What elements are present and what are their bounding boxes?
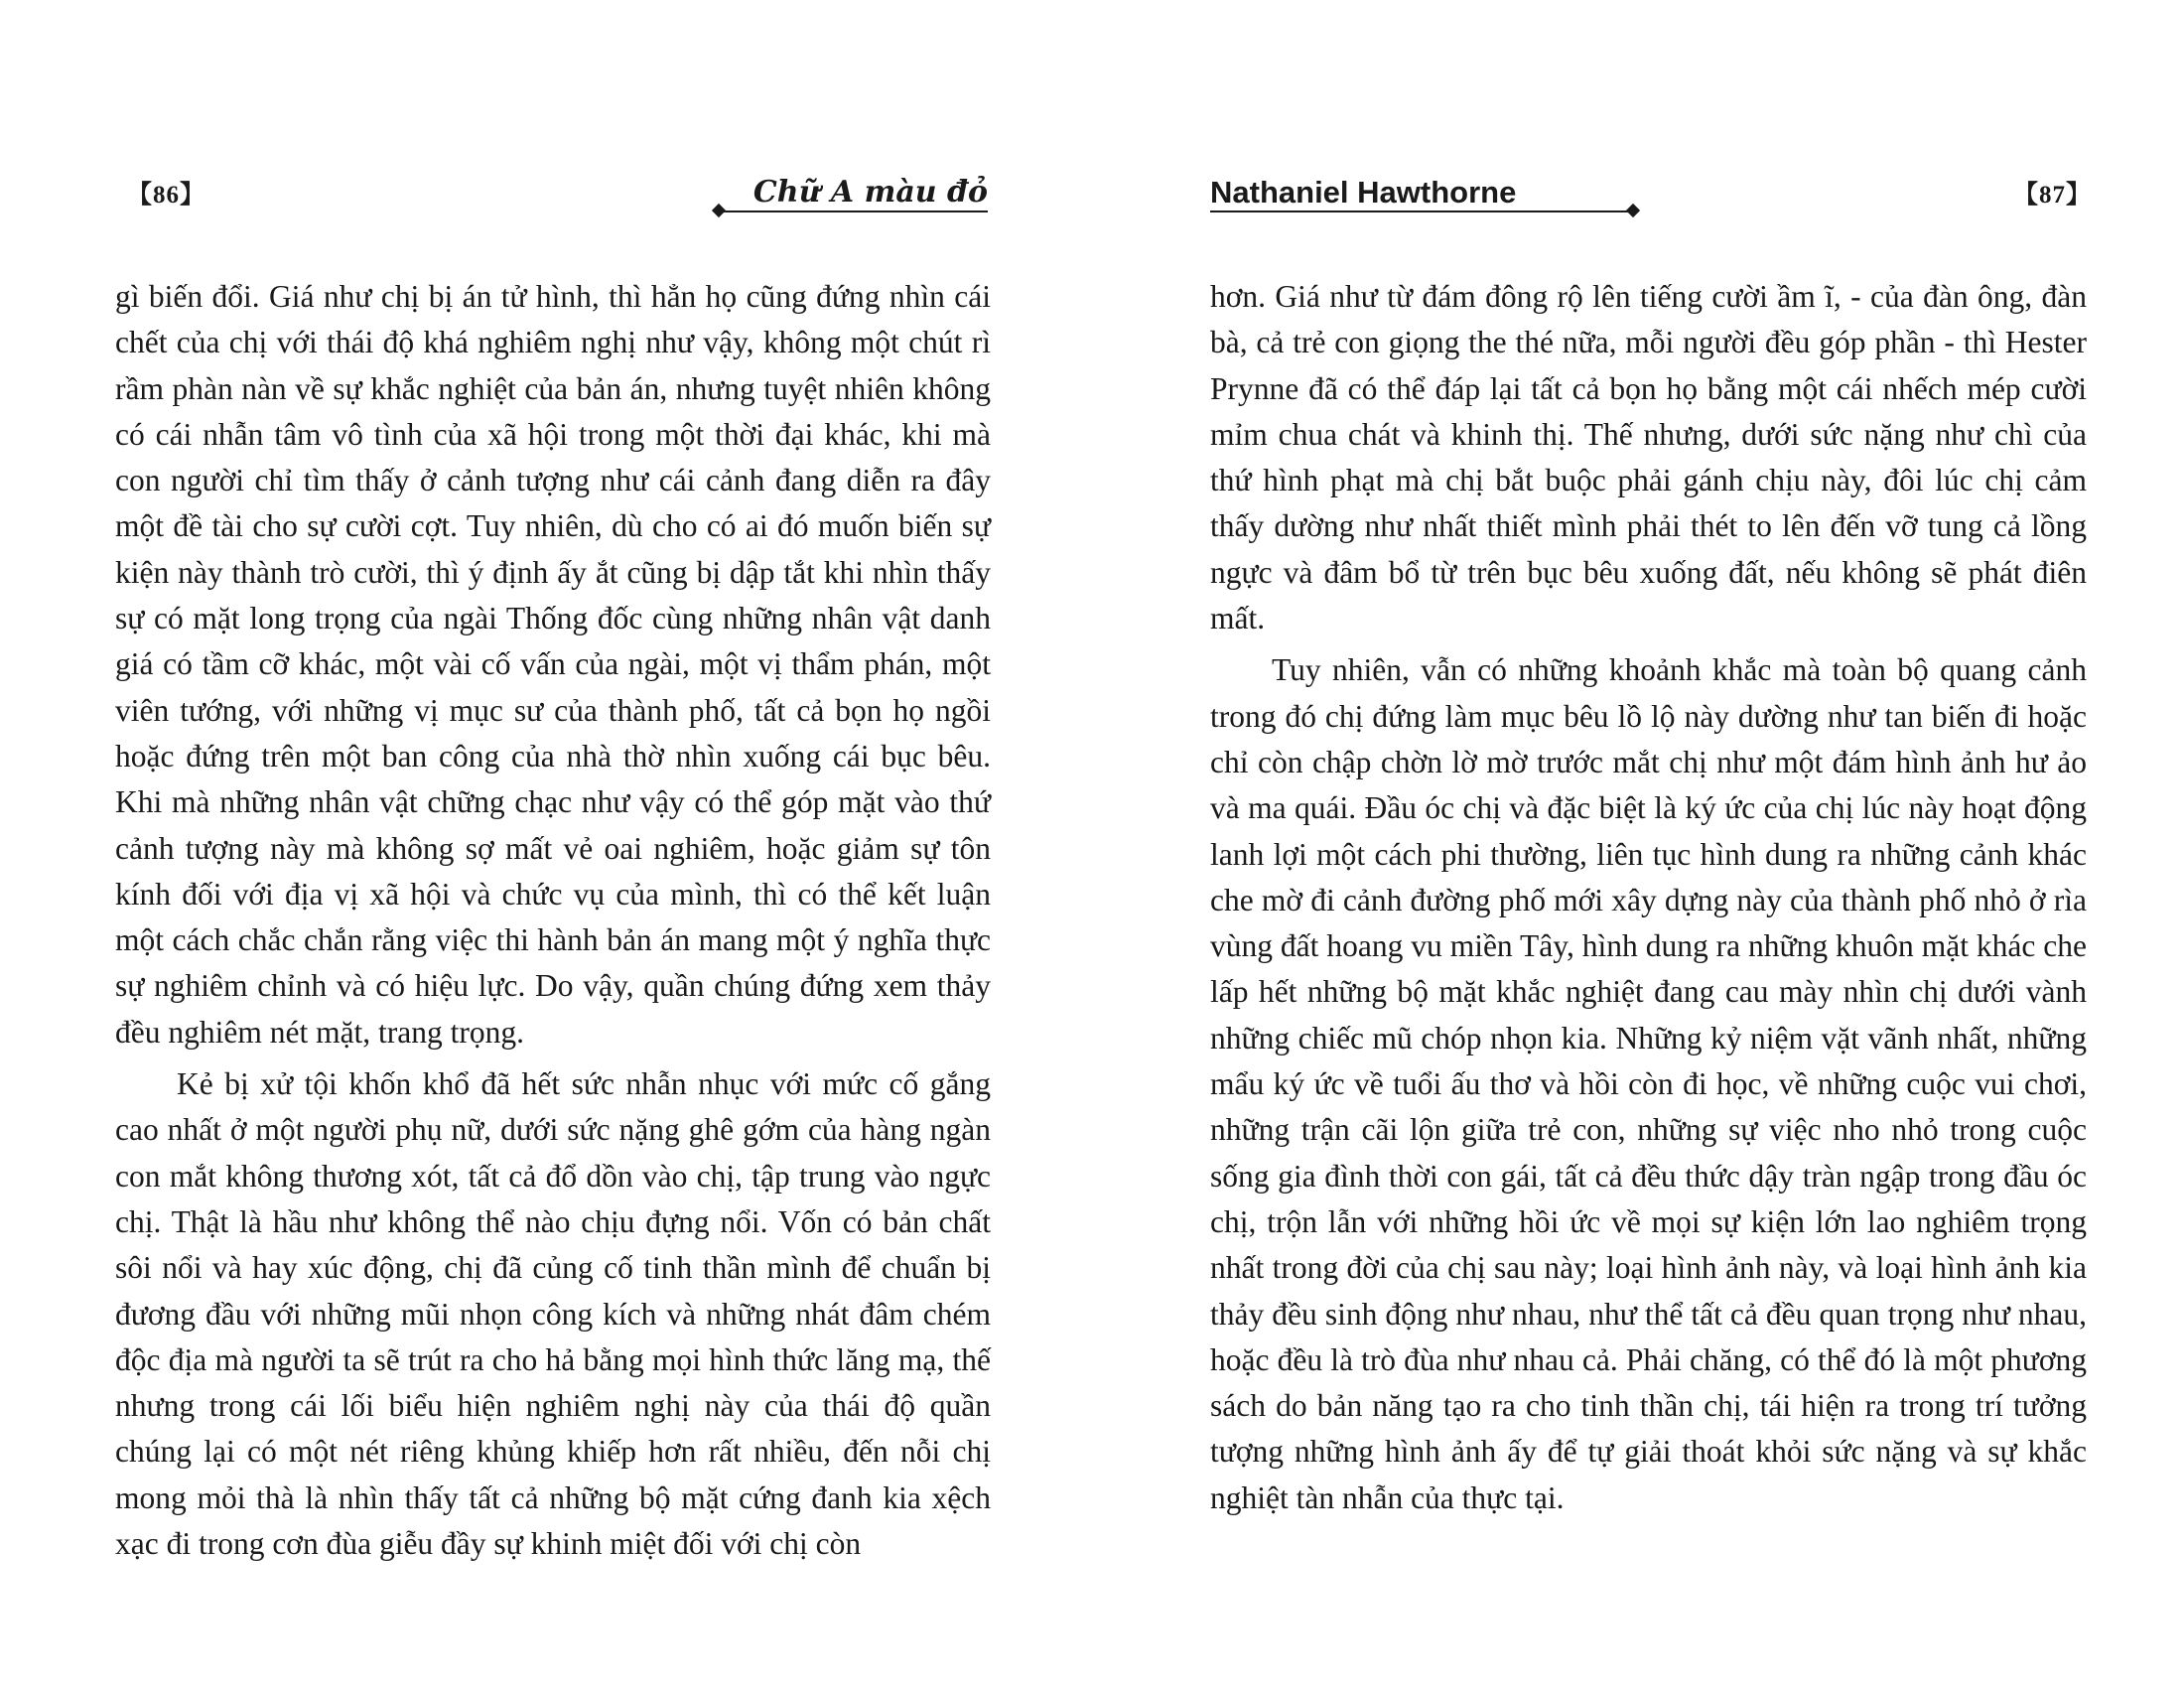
paragraph: Kẻ bị xử tội khốn khổ đã hết sức nhẫn nhục với mức cố gắng cao nhất ở một người phụ nữ, dưới sức nặng ghê gớm của hàng ngàn con mắt không thương xót, tất cả đổ dồn vào chị, tập trung vào ngực chị. Thật là hầu như không thể nào chịu đựng nổi. Vốn có bản chất sôi nổi và hay xúc động, chị đã củng cố tinh thần mình để chuẩn bị đương đầu với những mũi nhọn công kích và những nhát đâm chém độc địa mà người ta sẽ trút ra cho hả bằng mọi hình thức lăng mạ, thế nhưng trong cái lối biểu hiện nghiêm nghị này của thái độ quần chúng lại có một nét riêng khủng khiếp hơn rất nhiều, đến nỗi chị mong mỏi thà là nhìn thấy tất cả những bộ mặt cứng đanh kia xệch xạc đi trong cơn đùa giễu đầy sự khinh miệt đối với chị còn: [115, 1066, 991, 1562]
body-text: [1210, 274, 2087, 1521]
paragraph: Tuy nhiên, vẫn có những khoảnh khắc mà toàn bộ quang cảnh trong đó chị đứng làm mục bêu lồ lộ này dường như tan biến đi hoặc chỉ còn chập chờn lờ mờ trước mắt chị như một đám hình ảnh hư ảo và ma quái. Đầu óc chị và đặc biệt là ký ức của chị lúc này hoạt động lanh lợi một cách phi thường, liên tục hình dung ra những cảnh khác che mờ đi cảnh đường phố mới xây dựng này của thành phố nhỏ ở rìa vùng đất hoang vu miền Tây, hình dung ra những khuôn mặt khác che lấp hết những bộ mặt khắc nghiệt đang cau mày nhìn chị dưới vành những chiếc mũ chóp nhọn kia. Những kỷ niệm vặt vãnh nhất, những mẩu ký ức về tuổi ấu thơ và hồi còn đi học, về những cuộc vui chơi, những trận cãi lộn giữa trẻ con, những sự việc nho nhỏ trong cuộc sống gia đình thời con gái, tất cả đều thức dậy tràn ngập trong đầu óc chị, trộn lẫn với những hồi ức về mọi sự kiện lớn lao nghiêm trọng nhất trong đời của chị sau này; loại hình ảnh này, và loại hình ảnh kia thảy đều sinh động như nhau, như thể tất cả đều quan trọng như nhau, hoặc đều là trò đùa như nhau cả. Phải chăng, có thể đó là một phương sách do bản năng tạo ra cho tinh thần chị, tái hiện ra trong trí tưởng tượng những hình ảnh ấy để tự giải thoát khỏi sức nặng và sự khắc nghiệt tàn nhẫn của thực tại.: [1210, 652, 2087, 1515]
header-rule-divider: [1210, 211, 1632, 212]
paragraph: gì biến đổi. Giá như chị bị án tử hình, thì hẳn họ cũng đứng nhìn cái chết của chị với thái độ khá nghiêm nghị như vậy, không một chút rì rầm phàn nàn về sự khắc nghiệt của bản án, nhưng tuyệt nhiên không có cái nhẫn tâm vô tình của xã hội trong một thời đại khác, khi mà con người chỉ tìm thấy ở cảnh tượng như cái cảnh đang diễn ra đây một đề tài cho sự cười cợt. Tuy nhiên, dù cho có ai đó muốn biến sự kiện này thành trò cười, thì ý định ấy ắt cũng bị dập tắt khi nhìn thấy sự có mặt long trọng của ngài Thống đốc cùng những nhân vật danh giá có tầm cỡ khác, một vài cố vấn của ngài, một vị thẩm phán, một viên tướng, với những vị mục sư của thành phố, tất cả bọn họ ngồi hoặc đứng trên một ban công của nhà thờ nhìn xuống cái bục bêu. Khi mà những nhân vật chững chạc như vậy có thể góp mặt vào thứ cảnh tượng này mà không sợ mất vẻ oai nghiêm, hoặc giảm sự tôn kính đối với địa vị xã hội và chức vụ của mình, thì có thể kết luận một cách chắc chắn rằng việc thi hành bản án mang một ý nghĩa thực sự nghiêm chỉnh và có hiệu lực. Do vậy, quần chúng đứng xem thảy đều nghiêm nét mặt, trang trọng.: [115, 279, 991, 1050]
header-rule-divider: [720, 211, 988, 212]
running-head-book-title: Chữ A màu đỏ: [752, 175, 988, 210]
right-page: [1092, 0, 2184, 1688]
paragraph: hơn. Giá như từ đám đông rộ lên tiếng cười ầm ĩ, - của đàn ông, đàn bà, cả trẻ con giọng the thé nữa, mỗi người đều góp phần - thì Hester Prynne đã có thể đáp lại tất cả bọn họ bằng một cái nhếch mép cười mỉm chua chát và khinh thị. Thế nhưng, dưới sức nặng như chì của thứ hình phạt mà chị bắt buộc phải gánh chịu này, đôi lúc chị cảm thấy dường như nhất thiết mình phải thét to lên đến vỡ tung cả lồng ngực và đâm bổ từ trên bục bêu xuống đất, nếu không sẽ phát điên mất.: [1210, 279, 2087, 636]
page-number: 【87】: [2012, 182, 2092, 209]
page-number: 【86】: [127, 182, 206, 209]
running-head-author: Nathaniel Hawthorne: [1210, 175, 1517, 210]
body-text: [115, 274, 991, 1567]
